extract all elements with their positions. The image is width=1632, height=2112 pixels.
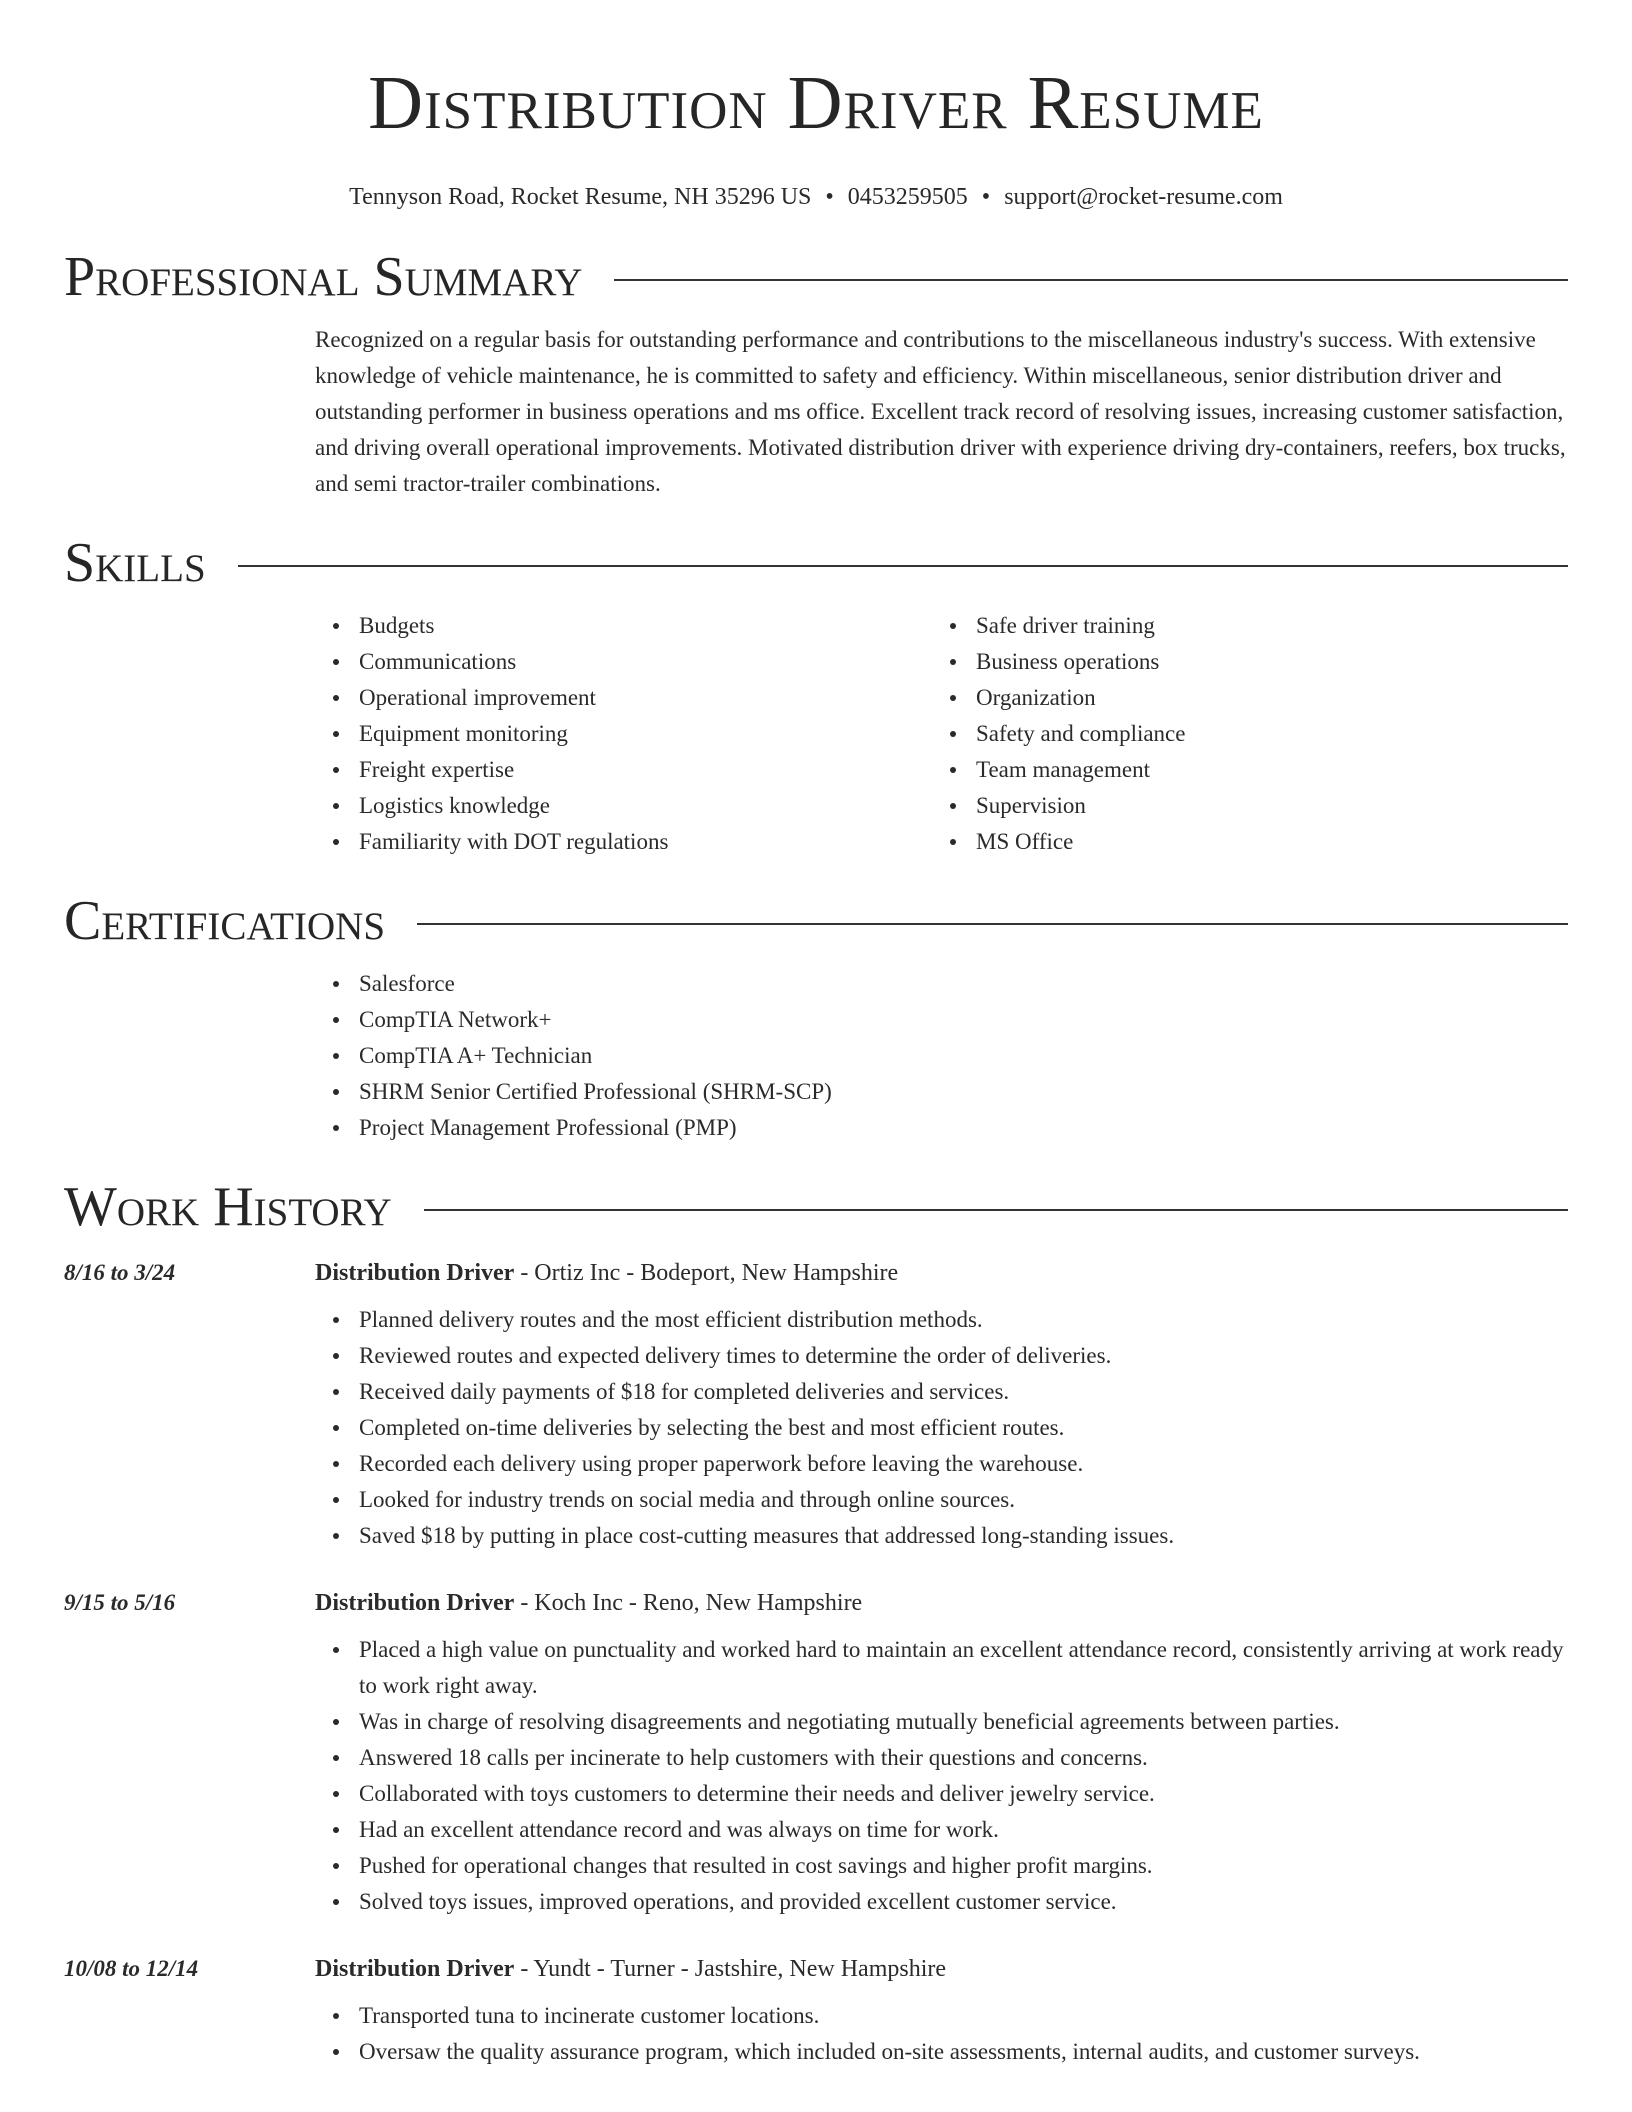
skill-item: Freight expertise (359, 752, 932, 788)
summary-heading: Professional Summary (64, 246, 583, 308)
job-body (315, 1258, 1568, 1554)
job-role: Distribution Driver (315, 1260, 515, 1286)
contact-address: Tennyson Road, Rocket Resume, NH 35296 US (349, 184, 812, 210)
skill-item: Familiarity with DOT regulations (359, 824, 932, 860)
job-entry (64, 1258, 1568, 1554)
contact-email[interactable]: support@rocket-resume.com (1004, 184, 1283, 210)
contact-separator: • (825, 184, 834, 210)
skill-item: Team management (976, 752, 1549, 788)
job-bullet: Transported tuna to incinerate customer locations. (359, 1998, 1568, 2034)
job-details: - Koch Inc - Reno, New Hampshire (514, 1590, 863, 1616)
job-bullet: Saved $18 by putting in place cost-cutting measures that addressed long-standing issues. (359, 1518, 1568, 1554)
skill-item: Safe driver training (976, 608, 1549, 644)
job-bullets (315, 1632, 1568, 1920)
certification-item: Salesforce (359, 966, 1568, 1002)
job-bullet: Received daily payments of $18 for completed deliveries and services. (359, 1374, 1568, 1410)
job-bullet: Planned delivery routes and the most efficient distribution methods. (359, 1302, 1568, 1338)
summary-section-header (64, 246, 1568, 308)
job-role: Distribution Driver (315, 1590, 515, 1616)
job-dates: 8/16 to 3/24 (64, 1260, 176, 1285)
resume-title: Distribution Driver Resume (368, 61, 1264, 145)
job-bullets (315, 1998, 1568, 2070)
job-bullet: Pushed for operational changes that resulted in cost savings and higher profit margins. (359, 1848, 1568, 1884)
work-heading: Work History (64, 1176, 392, 1238)
job-bullet: Solved toys issues, improved operations, and provided excellent customer service. (359, 1884, 1568, 1920)
skills-section-header (64, 532, 1568, 594)
resume-page (64, 0, 1568, 2070)
certification-item: CompTIA A+ Technician (359, 1038, 1568, 1074)
summary-body (315, 322, 1568, 502)
skill-item: Business operations (976, 644, 1549, 680)
contact-separator: • (981, 184, 991, 210)
certifications-section-header (64, 890, 1568, 952)
job-bullet: Had an excellent attendance record and was always on time for work. (359, 1812, 1568, 1848)
job-role: Distribution Driver (315, 1956, 515, 1982)
job-header (315, 1588, 1568, 1618)
job-bullet: Oversaw the quality assurance program, which included on-site assessments, internal audits, and customer surveys. (359, 2034, 1568, 2070)
certifications-heading: Certifications (64, 890, 386, 952)
skill-item: Safety and compliance (976, 716, 1549, 752)
skill-item: Budgets (359, 608, 932, 644)
skill-item: Organization (976, 680, 1549, 716)
skill-item: Operational improvement (359, 680, 932, 716)
skill-item: Equipment monitoring (359, 716, 932, 752)
job-bullet: Recorded each delivery using proper paperwork before leaving the warehouse. (359, 1446, 1568, 1482)
skills-list-left (315, 608, 932, 860)
contact-line (64, 182, 1568, 212)
contact-phone: 0453259505 (847, 184, 968, 210)
section-divider (417, 923, 1568, 925)
job-body (315, 1588, 1568, 1920)
work-section-header (64, 1176, 1568, 1238)
job-entry (64, 1588, 1568, 1920)
job-details: - Ortiz Inc - Bodeport, New Hampshire (514, 1260, 899, 1286)
skills-heading: Skills (64, 532, 206, 594)
certification-item: CompTIA Network+ (359, 1002, 1568, 1038)
job-bullets (315, 1302, 1568, 1554)
skill-item: Communications (359, 644, 932, 680)
job-bullet: Was in charge of resolving disagreements and negotiating mutually beneficial agreements between parties. (359, 1704, 1568, 1740)
section-divider (238, 565, 1568, 567)
job-header (315, 1954, 1568, 1984)
skills-grid (315, 608, 1568, 860)
job-entry (64, 1954, 1568, 2070)
job-bullet: Reviewed routes and expected delivery times to determine the order of deliveries. (359, 1338, 1568, 1374)
certifications-list (315, 966, 1568, 1146)
skill-item: MS Office (976, 824, 1549, 860)
job-bullet: Looked for industry trends on social media and through online sources. (359, 1482, 1568, 1518)
job-details: - Yundt - Turner - Jastshire, New Hampshire (514, 1956, 947, 1982)
summary-text: Recognized on a regular basis for outstanding performance and contributions to the miscellaneous industry's success. With extensive knowledge of vehicle maintenance, he is committed to safety and efficiency. Within miscellaneous, senior distribution driver and outstanding performer in business operations and ms office. Excellent track record of resolving issues, increasing customer satisfaction, and driving overall operational improvements. Motivated distribution driver with experience driving dry-containers, reefers, box trucks, and semi tractor-trailer combinations. (315, 327, 1566, 496)
job-header (315, 1258, 1568, 1288)
job-dates: 9/15 to 5/16 (64, 1590, 176, 1615)
job-body (315, 1954, 1568, 2070)
job-bullet: Completed on-time deliveries by selecting the best and most efficient routes. (359, 1410, 1568, 1446)
certification-item: Project Management Professional (PMP) (359, 1110, 1568, 1146)
certifications-body (315, 966, 1568, 1146)
section-divider (614, 279, 1568, 281)
job-bullet: Placed a high value on punctuality and worked hard to maintain an excellent attendance record, consistently arriving at work ready to work right away. (359, 1632, 1568, 1704)
skills-list-right (932, 608, 1549, 860)
skill-item: Supervision (976, 788, 1549, 824)
certification-item: SHRM Senior Certified Professional (SHRM-SCP) (359, 1074, 1568, 1110)
job-bullet: Collaborated with toys customers to determine their needs and deliver jewelry service. (359, 1776, 1568, 1812)
section-divider (424, 1209, 1568, 1211)
job-dates: 10/08 to 12/14 (64, 1956, 199, 1981)
job-bullet: Answered 18 calls per incinerate to help customers with their questions and concerns. (359, 1740, 1568, 1776)
skill-item: Logistics knowledge (359, 788, 932, 824)
